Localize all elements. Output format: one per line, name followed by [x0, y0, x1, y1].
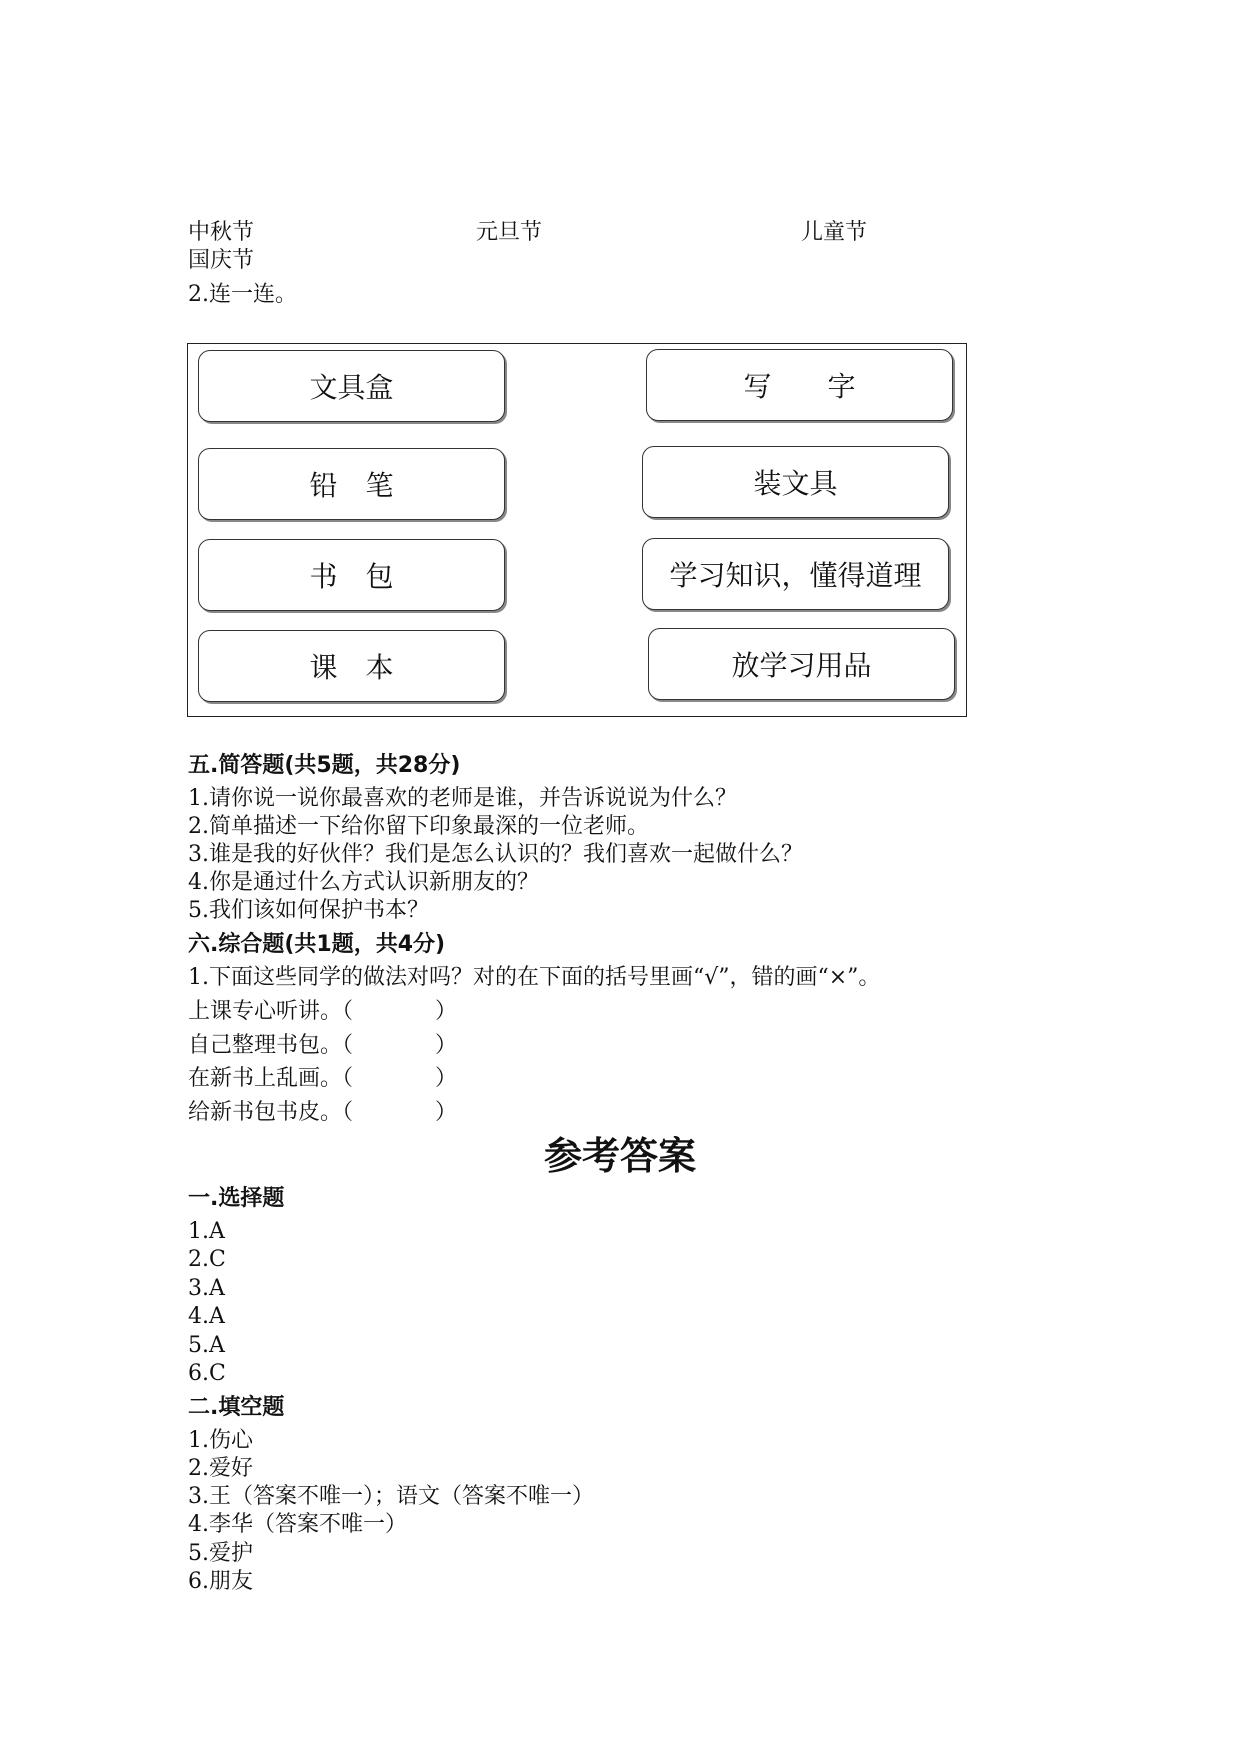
answer-item: 6.朋友	[188, 1569, 253, 1594]
judgement-item	[188, 1102, 457, 1124]
question-item: 5.我们该如何保护书本？	[188, 898, 429, 923]
judgement-item	[188, 1001, 457, 1023]
match-right-box[interactable]: 学习知识，懂得道理	[642, 538, 949, 610]
answer-item: 5.A	[188, 1333, 225, 1358]
match-left-box[interactable]: 书 包	[198, 539, 505, 611]
judgement-item	[188, 1068, 457, 1090]
festival-label: 中秋节	[188, 220, 255, 245]
paren-close: ）	[435, 1066, 458, 1091]
answer-item: 2.C	[188, 1247, 226, 1272]
match-left-box[interactable]: 课 本	[198, 630, 505, 702]
section-title: 五.简答题(共5题，共28分)	[188, 753, 461, 778]
question-item: 1.请你说一说你最喜欢的老师是谁，并告诉说说为什么？	[188, 786, 737, 811]
paren-open: （	[342, 999, 354, 1024]
answer-item: 1.A	[188, 1219, 225, 1244]
festival-label: 元旦节	[476, 220, 543, 245]
matching-panel	[187, 343, 967, 717]
festival-label: 儿童节	[801, 220, 868, 245]
paren-close: ）	[435, 1033, 458, 1058]
answer-item: 5.爱护	[188, 1541, 253, 1566]
match-right-box[interactable]: 写 字	[646, 349, 953, 421]
question-prompt: 2.连一连。	[188, 282, 297, 307]
paren-open: （	[342, 1033, 354, 1058]
match-right-box[interactable]: 放学习用品	[648, 628, 955, 700]
answer-item: 4.A	[188, 1304, 225, 1329]
question-item: 4.你是通过什么方式认识新朋友的？	[188, 870, 539, 895]
answer-item: 3.A	[188, 1276, 225, 1301]
paren-open: （	[342, 1100, 354, 1125]
judgement-text: 给新书包书皮。	[188, 1100, 343, 1125]
judgement-text: 上课专心听讲。	[188, 999, 343, 1024]
answer-item: 4.李华（答案不唯一）	[188, 1512, 407, 1537]
answer-item: 2.爱好	[188, 1456, 253, 1481]
festival-label: 国庆节	[188, 248, 255, 273]
paren-close: ）	[435, 1100, 458, 1125]
answer-title: 参考答案	[543, 1134, 696, 1178]
answer-item: 6.C	[188, 1361, 226, 1386]
match-left-box[interactable]: 文具盒	[198, 350, 505, 422]
question-item: 3.谁是我的好伙伴？我们是怎么认识的？我们喜欢一起做什么？	[188, 842, 803, 867]
paren-close: ）	[435, 999, 458, 1024]
answer-item: 3.王（答案不唯一）；语文（答案不唯一）	[188, 1484, 594, 1509]
judgement-text: 在新书上乱画。	[188, 1066, 343, 1091]
question-prompt: 1.下面这些同学的做法对吗？对的在下面的括号里画“√”，错的画“×”。	[188, 965, 881, 990]
section-title: 二.填空题	[188, 1395, 285, 1420]
question-item: 2.简单描述一下给你留下印象最深的一位老师。	[188, 814, 649, 839]
answer-item: 1.伤心	[188, 1428, 253, 1453]
judgement-item	[188, 1035, 457, 1057]
paren-open: （	[342, 1066, 354, 1091]
section-title: 一.选择题	[188, 1186, 285, 1211]
section-title: 六.综合题(共1题，共4分)	[188, 932, 446, 957]
match-left-box[interactable]: 铅 笔	[198, 448, 505, 520]
judgement-text: 自己整理书包。	[188, 1033, 343, 1058]
match-right-box[interactable]: 装文具	[642, 446, 949, 518]
